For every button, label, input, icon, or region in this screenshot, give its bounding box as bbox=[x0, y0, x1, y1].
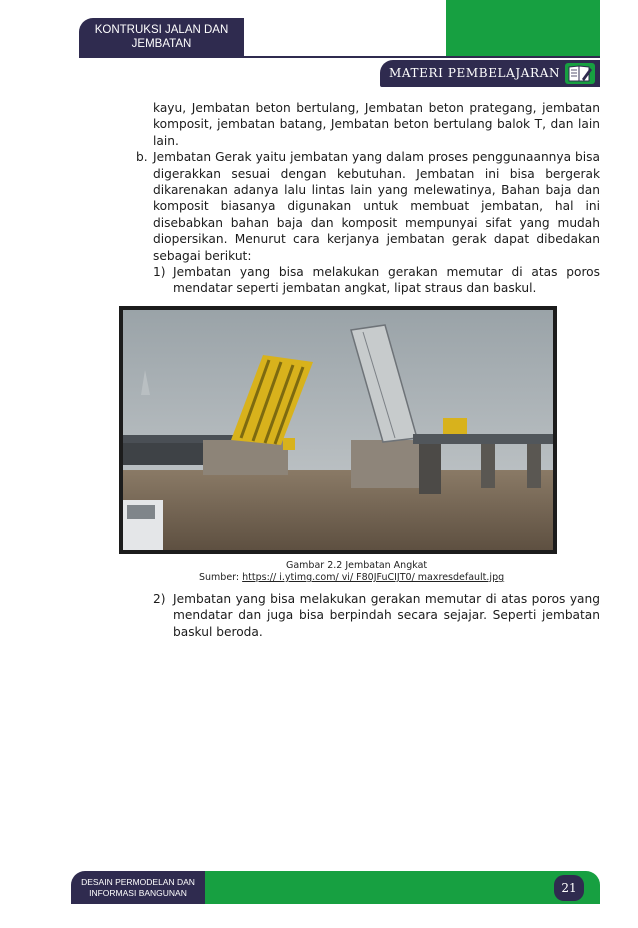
book-pencil-icon bbox=[565, 63, 595, 84]
header-title-line1: KONTRUKSI JALAN DAN bbox=[94, 24, 229, 36]
figure-source bbox=[199, 572, 600, 584]
header-title-line2: JEMBATAN bbox=[131, 38, 192, 50]
header-green-block bbox=[446, 0, 600, 58]
sub-list-item-2-text: Jembatan yang bisa melakukan gerakan memutar di atas poros yang mendatar dan juga bisa berpindah secara sejajar. Seperti jembatan baskul beroda. bbox=[173, 592, 600, 639]
sub-list-item-2 bbox=[153, 591, 600, 640]
list-marker-b: b. bbox=[136, 150, 148, 165]
footer-title-line2: INFORMASI BANGUNAN bbox=[89, 887, 187, 898]
sub-list-marker-2: 2) bbox=[153, 592, 166, 606]
sub-list-marker-1: 1) bbox=[153, 265, 166, 280]
figure-caption-block bbox=[136, 560, 600, 584]
footer-green-bar bbox=[205, 871, 600, 904]
list-item-b bbox=[136, 149, 600, 264]
bascule-bridge-photo bbox=[119, 306, 557, 554]
sub-list-item-1 bbox=[153, 264, 600, 297]
body-text-upper bbox=[136, 100, 600, 297]
figure-source-label: Sumber: bbox=[199, 572, 240, 583]
page-number: 21 bbox=[554, 875, 584, 901]
body-text-lower bbox=[136, 591, 600, 640]
footer-title-badge bbox=[71, 871, 205, 904]
figure-caption: Gambar 2.2 Jembatan Angkat bbox=[286, 560, 428, 571]
footer-title-line1: DESAIN PERMODELAN DAN bbox=[81, 877, 195, 887]
header-title-badge bbox=[79, 18, 244, 58]
section-label: MATERI PEMBELAJARAN bbox=[389, 66, 561, 80]
section-label-bar bbox=[380, 60, 600, 87]
figure-source-link[interactable]: https:// i.ytimg.com/ vi/ F80JFuCIJT0/ maxresdefault.jpg bbox=[242, 572, 505, 583]
continued-paragraph: kayu, Jembatan beton bertulang, Jembatan beton prategang, jembatan komposit, jembatan batang, Jembatan beton bertulang balok T, dan lain lain. bbox=[153, 101, 600, 148]
header-rule bbox=[79, 56, 600, 58]
sub-list-item-1-text: Jembatan yang bisa melakukan gerakan memutar di atas poros mendatar seperti jembatan angkat, lipat straus dan baskul. bbox=[173, 265, 600, 296]
list-item-b-text: Jembatan Gerak yaitu jembatan yang dalam proses penggunaannya bisa digerakkan sesuai dengan kebutuhan. Jembatan ini bisa bergerak dikarenakan adanya lalu lintas lain yang melewatinya, Bahan baja dan komposit biasanya digunakan untuk membuat jembatan, hal ini disebabkan bahan baja dan komposit mempunyai sifat yang mudah diopersikan. Menurut cara kerjanya jembatan gerak dapat dibedakan sebagai berikut: bbox=[153, 150, 600, 263]
